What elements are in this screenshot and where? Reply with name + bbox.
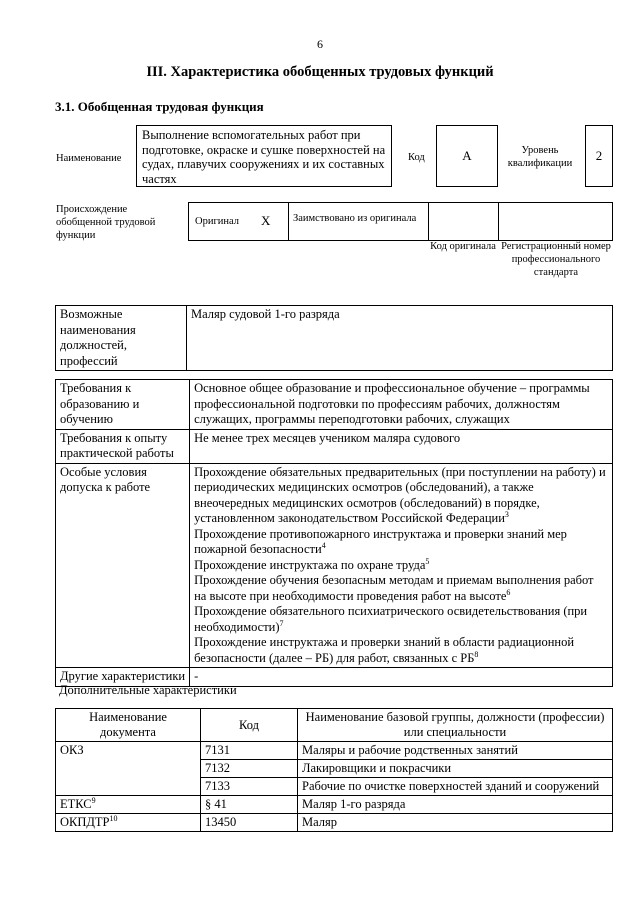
condition-item — [194, 465, 608, 527]
positions-table — [55, 305, 613, 371]
function-name-value: Выполнение вспомогательных работ при подготовке, окраске и сушке поверхностей на судах, плавучих сооружениях и их составных частях — [136, 125, 392, 187]
condition-item — [194, 573, 608, 604]
code-label: Код — [408, 152, 425, 163]
occupation-name-cell: Лакировщики и покрасчики — [298, 760, 613, 778]
name-label: Наименование — [56, 153, 122, 164]
condition-text: Прохождение инструктажа и проверки знаний в области радиационной безопасности (далее – РБ) для работ, связанных с РБ — [194, 635, 575, 665]
code-original-label: Код оригинала — [430, 241, 496, 252]
table-row — [56, 778, 613, 796]
condition-text: Прохождение обучения безопасным методам и приемам выполнения работ на высоте при необходимости проведения работ на высоте — [194, 573, 594, 603]
positions-value: Маляр судовой 1-го разряда — [187, 306, 613, 371]
section-title: III. Характеристика обобщенных трудовых функций — [146, 64, 494, 80]
doc-name: ОКПДТР — [60, 815, 110, 829]
table-row — [56, 760, 613, 778]
condition-item — [194, 635, 608, 666]
condition-item — [194, 558, 608, 574]
condition-text: Прохождение инструктажа по охране труда — [194, 557, 426, 572]
doc-name: ОКЗ — [60, 743, 84, 757]
footnote-ref: 7 — [279, 618, 284, 628]
code-cell: 13450 — [201, 814, 298, 832]
doc-cell — [56, 796, 201, 814]
subsection-title: 3.1. Обобщенная трудовая функция — [55, 99, 264, 114]
table-row — [56, 796, 613, 814]
table-row — [56, 742, 613, 760]
condition-text: Прохождение обязательных предварительных (при поступлении на работу) и периодических медицинских осмотров (обследований), а также внеочередных медицинских осмотров (обследований) в порядке, установленном законодательством Российской Федерации — [194, 464, 606, 525]
original-mark: X — [261, 213, 271, 228]
other-label: Другие характеристики — [56, 668, 190, 687]
origin-label: Происхождение обобщенной трудовой функции — [56, 204, 156, 241]
code-cell: § 41 — [201, 796, 298, 814]
original-label: Оригинал — [195, 216, 239, 227]
footnote-ref: 9 — [91, 795, 96, 805]
page-number: 6 — [317, 37, 323, 51]
code-original-cell — [428, 203, 498, 240]
education-value: Основное общее образование и профессиональное обучение – программы профессиональной подготовки по профессиям рабочих, должностям служащих, программы переподготовки рабочих, служащих — [190, 380, 613, 430]
condition-item — [194, 604, 608, 635]
origin-row — [188, 202, 613, 241]
positions-label: Возможные наименования должностей, профессий — [56, 306, 187, 371]
additional-rows — [56, 742, 613, 832]
footnote-ref: 3 — [504, 509, 509, 519]
borrowed-cell — [288, 203, 428, 240]
col-doc-header: Наименование документа — [56, 709, 201, 742]
additional-table — [55, 708, 613, 832]
col-name-header: Наименование базовой группы, должности (профессии) или специальности — [298, 709, 613, 742]
footnote-ref: 5 — [425, 556, 430, 566]
requirements-table — [55, 379, 613, 687]
condition-item — [194, 527, 608, 558]
doc-cell — [56, 742, 201, 760]
doc-name: ЕТКС — [60, 797, 92, 811]
borrowed-label: Заимствовано из оригинала — [293, 213, 417, 224]
code-cell: 7132 — [201, 760, 298, 778]
condition-text: Прохождение противопожарного инструктажа и проверки знаний мер пожарной безопасности — [194, 526, 567, 556]
experience-label: Требования к опыту практической работы — [56, 429, 190, 463]
condition-text: Прохождение обязательного психиатрического освидетельствования (при необходимости) — [194, 604, 588, 634]
doc-cell — [56, 814, 201, 832]
occupation-name-cell: Маляр — [298, 814, 613, 832]
code-value: A — [436, 125, 498, 187]
other-value: - — [190, 668, 613, 687]
original-cell — [188, 203, 288, 240]
conditions-container — [194, 465, 608, 667]
experience-value: Не менее трех месяцев учеником маляра судового — [190, 429, 613, 463]
occupation-name-cell: Маляр 1-го разряда — [298, 796, 613, 814]
footnote-ref: 10 — [109, 813, 118, 823]
code-cell: 7131 — [201, 742, 298, 760]
reg-number-label: Регистрационный номер профессионального стандарта — [501, 241, 611, 278]
level-value: 2 — [585, 125, 613, 187]
occupation-name-cell: Рабочие по очистке поверхностей зданий и сооружений — [298, 778, 613, 796]
conditions-label: Особые условия допуска к работе — [56, 463, 190, 668]
doc-cell — [56, 760, 201, 778]
doc-cell — [56, 778, 201, 796]
footnote-ref: 4 — [321, 540, 326, 550]
reg-number-cell — [498, 203, 613, 240]
col-code-header: Код — [201, 709, 298, 742]
occupation-name-cell: Маляры и рабочие родственных занятий — [298, 742, 613, 760]
additional-title: Дополнительные характеристики — [59, 683, 237, 697]
conditions-list — [190, 463, 613, 668]
education-label: Требования к образованию и обучению — [56, 380, 190, 430]
footnote-ref: 6 — [506, 587, 511, 597]
level-label: Уровень квалификации — [507, 145, 573, 169]
footnote-ref: 8 — [474, 649, 479, 659]
table-row — [56, 814, 613, 832]
code-cell: 7133 — [201, 778, 298, 796]
